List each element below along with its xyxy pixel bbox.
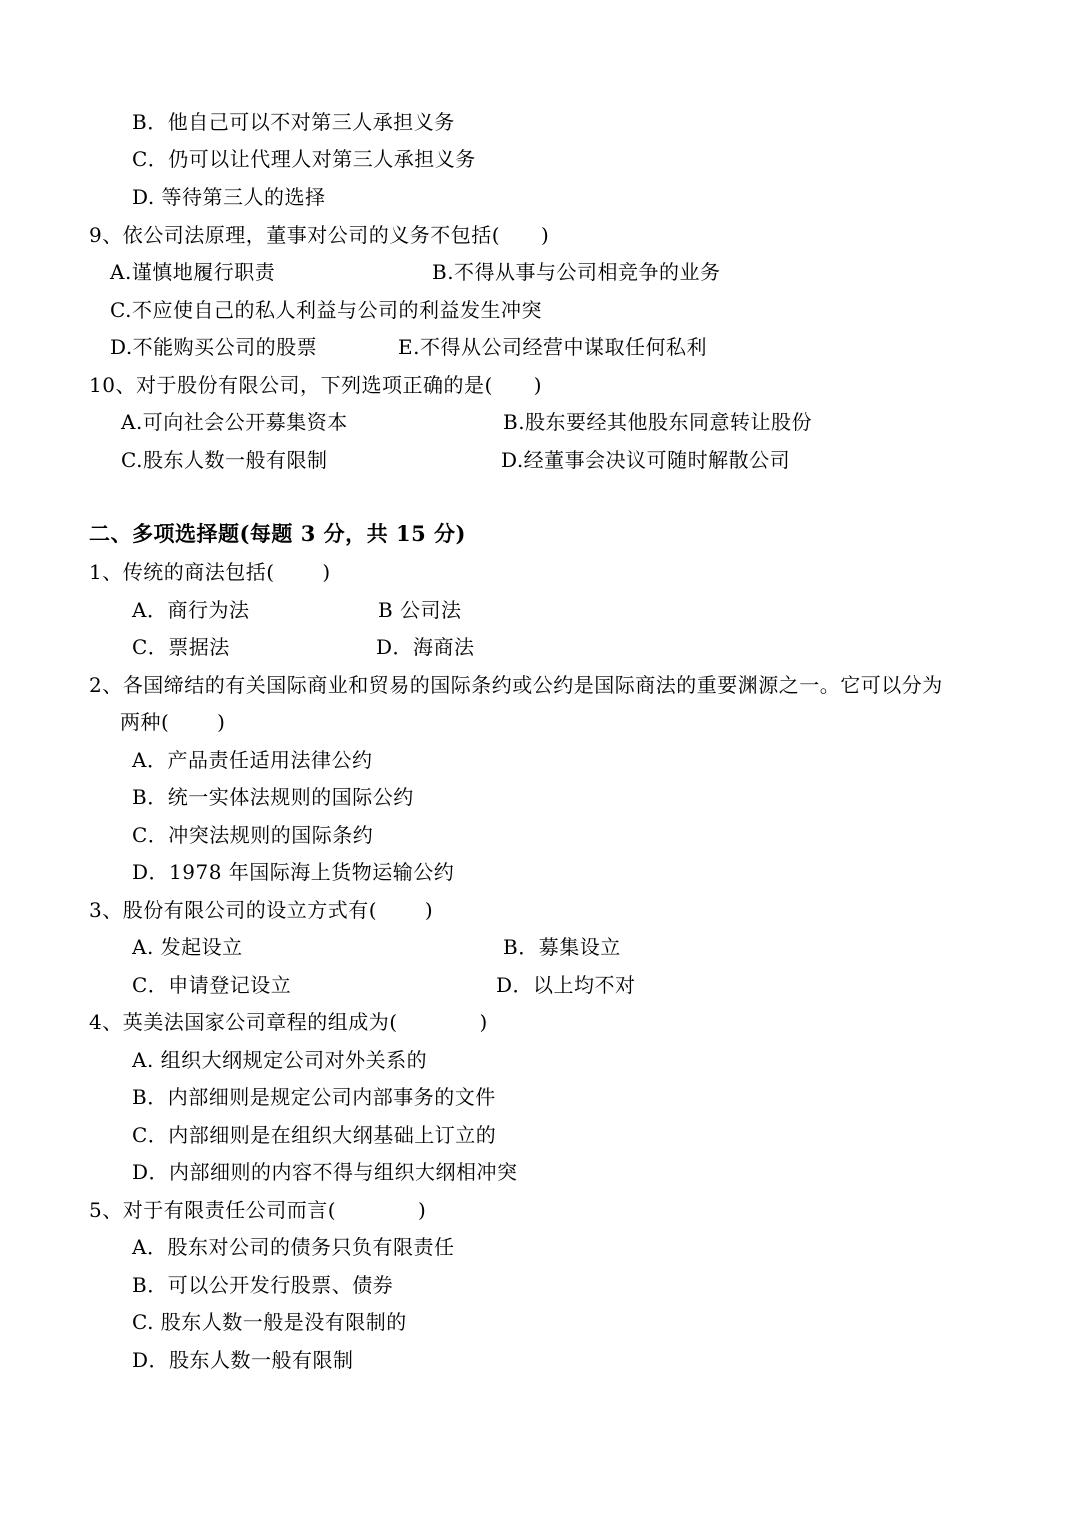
multi-question-1-option-d: D．海商法 — [376, 635, 475, 659]
multi-question-4-option-d: D．内部细则的内容不得与组织大纲相冲突 — [132, 1160, 518, 1184]
question-9-option-b: B.不得从事与公司相竞争的业务 — [432, 260, 721, 284]
multi-question-1-option-c: C．票据法 — [132, 635, 230, 659]
multi-question-3-option-c: C．申请登记设立 — [132, 973, 292, 997]
question-10-option-b: B.股东要经其他股东同意转让股份 — [503, 410, 813, 434]
multi-question-3-stem: 3、股份有限公司的设立方式有( ) — [89, 898, 434, 922]
multi-question-1-option-a: A．商行为法 — [132, 598, 250, 622]
prev-option-d: D. 等待第三人的选择 — [132, 185, 326, 209]
multi-question-4-option-c: C．内部细则是在组织大纲基础上订立的 — [132, 1123, 497, 1147]
multi-question-3-option-a: A. 发起设立 — [132, 935, 243, 959]
multi-question-2-option-a: A．产品责任适用法律公约 — [132, 748, 373, 772]
question-10-option-c: C.股东人数一般有限制 — [121, 448, 328, 472]
multi-question-2-stem-line2: 两种( ) — [120, 710, 226, 734]
prev-option-b: B．他自己可以不对第三人承担义务 — [132, 110, 455, 134]
question-9-stem: 9、依公司法原理，董事对公司的义务不包括( ) — [89, 223, 550, 247]
multi-question-2-option-c: C．冲突法规则的国际条约 — [132, 823, 374, 847]
question-9-option-e: E.不得从公司经营中谋取任何私利 — [398, 335, 707, 359]
multi-question-5-option-b: B．可以公开发行股票、债券 — [132, 1273, 394, 1297]
prev-option-c: C．仍可以让代理人对第三人承担义务 — [132, 147, 476, 171]
question-9-option-c: C.不应使自己的私人利益与公司的利益发生冲突 — [110, 298, 542, 322]
multi-question-5-stem: 5、对于有限责任公司而言( ) — [89, 1198, 427, 1222]
multi-question-1-stem: 1、传统的商法包括( ) — [89, 560, 331, 584]
multi-question-2-option-d: D．1978 年国际海上货物运输公约 — [132, 860, 455, 884]
multi-question-4-option-b: B．内部细则是规定公司内部事务的文件 — [132, 1085, 496, 1109]
question-9-option-a: A.谨慎地履行职责 — [110, 260, 276, 284]
multi-question-5-option-d: D．股东人数一般有限制 — [132, 1348, 354, 1372]
question-9-option-d: D.不能购买公司的股票 — [110, 335, 318, 359]
section-2-heading: 二、多项选择题(每题 3 分，共 15 分) — [89, 521, 466, 546]
multi-question-5-option-a: A．股东对公司的债务只负有限责任 — [132, 1235, 455, 1259]
multi-question-2-option-b: B．统一实体法规则的国际公约 — [132, 785, 414, 809]
multi-question-1-option-b: B 公司法 — [378, 598, 462, 622]
multi-question-4-option-a: A. 组织大纲规定公司对外关系的 — [132, 1048, 428, 1072]
multi-question-2-stem-line1: 2、各国缔结的有关国际商业和贸易的国际条约或公约是国际商法的重要渊源之一。它可以分为 — [89, 673, 943, 697]
question-10-stem: 10、对于股份有限公司，下列选项正确的是( ) — [89, 373, 543, 397]
multi-question-3-option-b: B．募集设立 — [503, 935, 621, 959]
question-10-option-d: D.经董事会决议可随时解散公司 — [501, 448, 791, 472]
multi-question-5-option-c: C. 股东人数一般是没有限制的 — [132, 1310, 407, 1334]
multi-question-3-option-d: D．以上均不对 — [496, 973, 636, 997]
question-10-option-a: A.可向社会公开募集资本 — [121, 410, 348, 434]
multi-question-4-stem: 4、英美法国家公司章程的组成为( ) — [89, 1010, 488, 1034]
